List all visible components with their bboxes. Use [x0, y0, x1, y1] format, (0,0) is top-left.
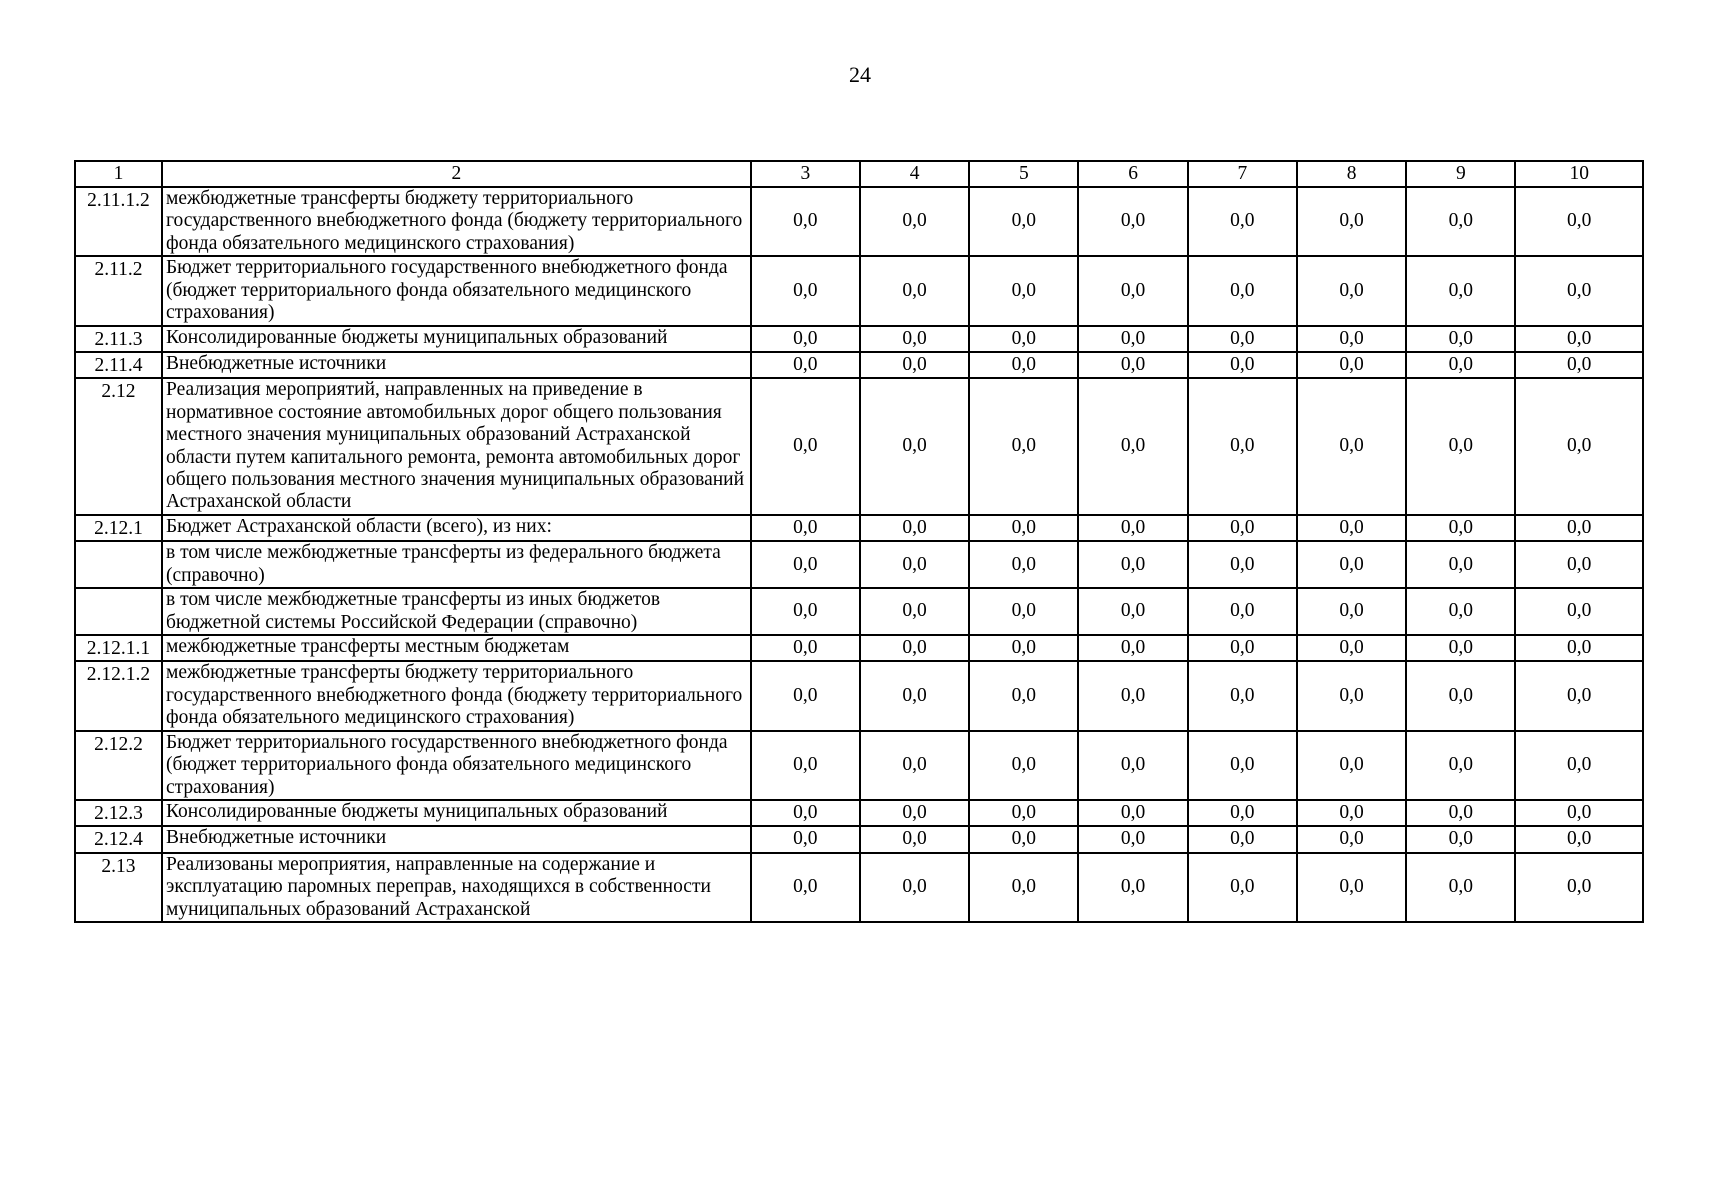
row-value: 0,0 — [1297, 187, 1406, 256]
row-description: Бюджет территориального государственного внебюджетного фонда (бюджет территориального фонда обязательного медицинского страхования) — [162, 256, 751, 325]
row-value: 0,0 — [751, 187, 860, 256]
row-description: Внебюджетные источники — [162, 352, 751, 378]
row-value: 0,0 — [860, 515, 969, 541]
row-value: 0,0 — [969, 352, 1078, 378]
row-value: 0,0 — [1297, 378, 1406, 515]
row-value: 0,0 — [1078, 378, 1187, 515]
row-value: 0,0 — [860, 661, 969, 730]
row-value: 0,0 — [969, 588, 1078, 635]
row-value: 0,0 — [1515, 731, 1643, 800]
table-row — [75, 635, 1643, 661]
row-value: 0,0 — [1188, 256, 1297, 325]
row-value: 0,0 — [860, 588, 969, 635]
row-value: 0,0 — [1515, 541, 1643, 588]
row-value: 0,0 — [1406, 515, 1515, 541]
row-value: 0,0 — [969, 853, 1078, 922]
table-row — [75, 588, 1643, 635]
row-code: 2.11.3 — [75, 326, 162, 352]
row-value: 0,0 — [1188, 541, 1297, 588]
row-value: 0,0 — [860, 800, 969, 826]
row-value: 0,0 — [1078, 515, 1187, 541]
row-value: 0,0 — [1078, 352, 1187, 378]
row-value: 0,0 — [751, 541, 860, 588]
table-row — [75, 826, 1643, 852]
row-value: 0,0 — [1406, 378, 1515, 515]
row-value: 0,0 — [1297, 588, 1406, 635]
row-value: 0,0 — [1297, 826, 1406, 852]
row-code: 2.12.1.2 — [75, 661, 162, 730]
row-value: 0,0 — [1515, 800, 1643, 826]
row-value: 0,0 — [1406, 826, 1515, 852]
row-value: 0,0 — [1188, 378, 1297, 515]
row-code: 2.12.4 — [75, 826, 162, 852]
row-description: Бюджет Астраханской области (всего), из них: — [162, 515, 751, 541]
row-value: 0,0 — [1297, 352, 1406, 378]
table-header-row — [75, 161, 1643, 187]
row-value: 0,0 — [1188, 853, 1297, 922]
row-value: 0,0 — [1188, 515, 1297, 541]
table-row — [75, 187, 1643, 256]
row-code: 2.13 — [75, 853, 162, 922]
table-row — [75, 541, 1643, 588]
row-value: 0,0 — [1297, 515, 1406, 541]
row-value: 0,0 — [969, 326, 1078, 352]
row-value: 0,0 — [1515, 326, 1643, 352]
row-description: Реализация мероприятий, направленных на приведение в нормативное состояние автомобильных дорог общего пользования местного значения муниципальных образований Астраханской области путем капитального ремонта, ремонта автомобильных дорог общего пользования местного значения муниципальных образований Астраханской области — [162, 378, 751, 515]
row-value: 0,0 — [1078, 853, 1187, 922]
column-header: 3 — [751, 161, 860, 187]
table-row — [75, 326, 1643, 352]
row-value: 0,0 — [751, 853, 860, 922]
row-value: 0,0 — [751, 256, 860, 325]
row-code — [75, 588, 162, 635]
row-value: 0,0 — [1078, 326, 1187, 352]
row-value: 0,0 — [1297, 256, 1406, 325]
row-description: Консолидированные бюджеты муниципальных образований — [162, 326, 751, 352]
row-value: 0,0 — [969, 378, 1078, 515]
column-header: 2 — [162, 161, 751, 187]
column-header: 10 — [1515, 161, 1643, 187]
row-description: в том числе межбюджетные трансферты из федерального бюджета (справочно) — [162, 541, 751, 588]
row-value: 0,0 — [751, 352, 860, 378]
row-value: 0,0 — [1297, 800, 1406, 826]
row-value: 0,0 — [969, 826, 1078, 852]
row-code: 2.12 — [75, 378, 162, 515]
row-value: 0,0 — [1188, 187, 1297, 256]
row-value: 0,0 — [1515, 635, 1643, 661]
row-value: 0,0 — [1406, 326, 1515, 352]
row-value: 0,0 — [1406, 731, 1515, 800]
row-value: 0,0 — [1297, 635, 1406, 661]
row-value: 0,0 — [1406, 541, 1515, 588]
row-value: 0,0 — [1078, 800, 1187, 826]
row-value: 0,0 — [1078, 661, 1187, 730]
row-value: 0,0 — [969, 731, 1078, 800]
row-value: 0,0 — [1188, 661, 1297, 730]
row-value: 0,0 — [860, 326, 969, 352]
row-value: 0,0 — [860, 731, 969, 800]
row-value: 0,0 — [1297, 661, 1406, 730]
row-value: 0,0 — [969, 256, 1078, 325]
row-value: 0,0 — [1515, 515, 1643, 541]
row-value: 0,0 — [1515, 853, 1643, 922]
column-header: 8 — [1297, 161, 1406, 187]
column-header: 4 — [860, 161, 969, 187]
row-code: 2.12.1 — [75, 515, 162, 541]
column-header: 9 — [1406, 161, 1515, 187]
row-value: 0,0 — [969, 800, 1078, 826]
row-value: 0,0 — [860, 541, 969, 588]
row-value: 0,0 — [860, 187, 969, 256]
budget-table — [74, 160, 1644, 923]
row-description: межбюджетные трансферты бюджету территориального государственного внебюджетного фонда (бюджету территориального фонда обязательного медицинского страхования) — [162, 187, 751, 256]
row-value: 0,0 — [1297, 853, 1406, 922]
row-value: 0,0 — [1406, 853, 1515, 922]
row-value: 0,0 — [1515, 826, 1643, 852]
row-value: 0,0 — [969, 187, 1078, 256]
row-value: 0,0 — [1078, 256, 1187, 325]
column-header: 1 — [75, 161, 162, 187]
row-value: 0,0 — [860, 635, 969, 661]
row-value: 0,0 — [969, 541, 1078, 588]
row-value: 0,0 — [1406, 352, 1515, 378]
row-value: 0,0 — [1078, 731, 1187, 800]
row-value: 0,0 — [1078, 635, 1187, 661]
row-code: 2.11.2 — [75, 256, 162, 325]
row-code: 2.11.4 — [75, 352, 162, 378]
row-value: 0,0 — [751, 635, 860, 661]
row-value: 0,0 — [860, 378, 969, 515]
row-value: 0,0 — [1078, 187, 1187, 256]
row-value: 0,0 — [751, 826, 860, 852]
row-value: 0,0 — [1188, 826, 1297, 852]
row-value: 0,0 — [1515, 352, 1643, 378]
row-value: 0,0 — [1297, 541, 1406, 588]
column-header: 6 — [1078, 161, 1187, 187]
row-description: Реализованы мероприятия, направленные на содержание и эксплуатацию паромных переправ, находящихся в собственности муниципальных образований Астраханской — [162, 853, 751, 922]
row-description: Внебюджетные источники — [162, 826, 751, 852]
row-value: 0,0 — [1406, 661, 1515, 730]
table-row — [75, 800, 1643, 826]
row-code: 2.12.3 — [75, 800, 162, 826]
row-description: Бюджет территориального государственного внебюджетного фонда (бюджет территориального фонда обязательного медицинского страхования) — [162, 731, 751, 800]
table-row — [75, 731, 1643, 800]
row-value: 0,0 — [1078, 826, 1187, 852]
row-value: 0,0 — [860, 352, 969, 378]
row-value: 0,0 — [1297, 326, 1406, 352]
row-value: 0,0 — [969, 635, 1078, 661]
row-value: 0,0 — [969, 661, 1078, 730]
row-value: 0,0 — [1188, 352, 1297, 378]
row-code: 2.11.1.2 — [75, 187, 162, 256]
row-value: 0,0 — [1515, 588, 1643, 635]
row-value: 0,0 — [1188, 326, 1297, 352]
row-description: межбюджетные трансферты местным бюджетам — [162, 635, 751, 661]
row-value: 0,0 — [751, 515, 860, 541]
row-value: 0,0 — [1515, 661, 1643, 730]
row-value: 0,0 — [1515, 256, 1643, 325]
row-code — [75, 541, 162, 588]
row-value: 0,0 — [751, 800, 860, 826]
row-code: 2.12.2 — [75, 731, 162, 800]
row-value: 0,0 — [1406, 187, 1515, 256]
table-row — [75, 378, 1643, 515]
row-value: 0,0 — [751, 588, 860, 635]
page-number: 24 — [849, 62, 871, 87]
row-value: 0,0 — [860, 853, 969, 922]
row-value: 0,0 — [969, 515, 1078, 541]
row-value: 0,0 — [1188, 588, 1297, 635]
table-row — [75, 853, 1643, 922]
row-value: 0,0 — [860, 826, 969, 852]
row-description: межбюджетные трансферты бюджету территориального государственного внебюджетного фонда (бюджету территориального фонда обязательного медицинского страхования) — [162, 661, 751, 730]
table-row — [75, 352, 1643, 378]
row-value: 0,0 — [1406, 256, 1515, 325]
row-value: 0,0 — [1297, 731, 1406, 800]
row-description: в том числе межбюджетные трансферты из иных бюджетов бюджетной системы Российской Федерации (справочно) — [162, 588, 751, 635]
row-value: 0,0 — [1515, 187, 1643, 256]
row-value: 0,0 — [751, 378, 860, 515]
row-value: 0,0 — [1515, 378, 1643, 515]
row-value: 0,0 — [751, 731, 860, 800]
row-value: 0,0 — [1078, 541, 1187, 588]
row-value: 0,0 — [751, 326, 860, 352]
row-value: 0,0 — [751, 661, 860, 730]
row-value: 0,0 — [1188, 800, 1297, 826]
row-value: 0,0 — [1188, 635, 1297, 661]
row-value: 0,0 — [1406, 800, 1515, 826]
row-value: 0,0 — [1188, 731, 1297, 800]
table-row — [75, 515, 1643, 541]
column-header: 5 — [969, 161, 1078, 187]
row-value: 0,0 — [860, 256, 969, 325]
row-value: 0,0 — [1406, 588, 1515, 635]
row-value: 0,0 — [1406, 635, 1515, 661]
row-code: 2.12.1.1 — [75, 635, 162, 661]
table-row — [75, 256, 1643, 325]
row-value: 0,0 — [1078, 588, 1187, 635]
column-header: 7 — [1188, 161, 1297, 187]
table-row — [75, 661, 1643, 730]
row-description: Консолидированные бюджеты муниципальных образований — [162, 800, 751, 826]
